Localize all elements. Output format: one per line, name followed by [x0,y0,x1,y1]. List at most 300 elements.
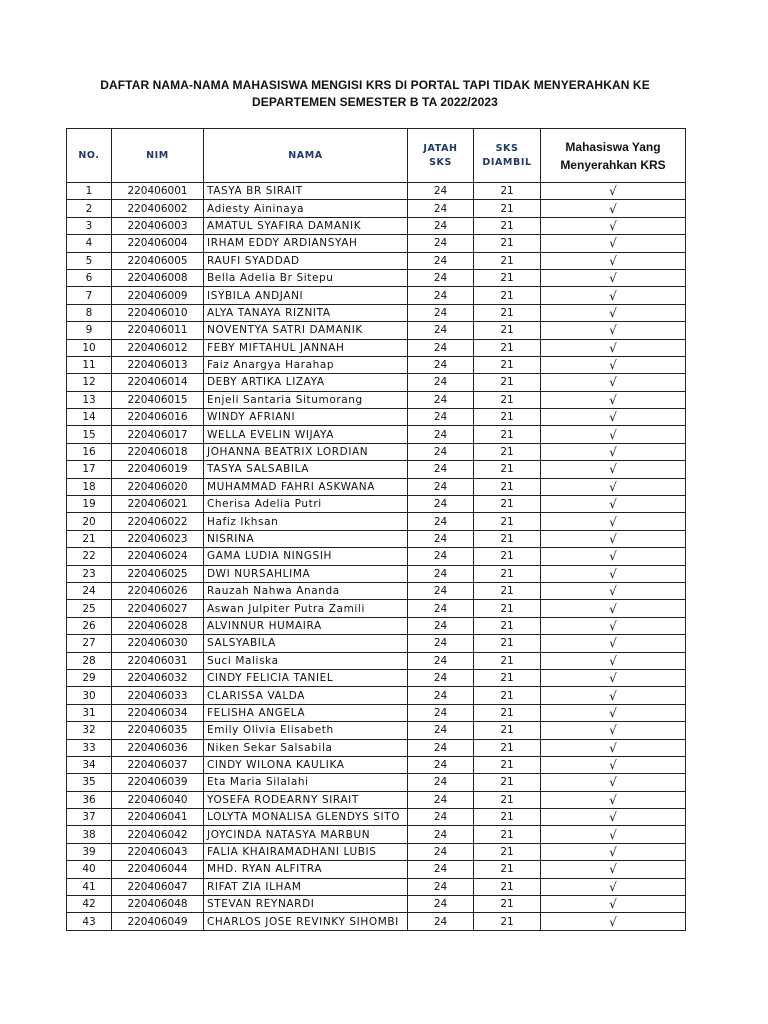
cell-jatah-sks: 24 [408,565,474,582]
cell-sks-diambil: 21 [474,183,541,200]
cell-jatah-sks: 24 [408,617,474,634]
cell-sks-diambil: 21 [474,548,541,565]
cell-nama: Adiesty Aininaya [204,200,408,217]
cell-sks-diambil: 21 [474,809,541,826]
document-title [60,77,690,111]
check-mark: √ [541,356,686,373]
cell-nim: 220406036 [112,739,204,756]
cell-jatah-sks: 24 [408,200,474,217]
check-mark: √ [541,756,686,773]
cell-nim: 220406015 [112,391,204,408]
cell-nama: GAMA LUDIA NINGSIH [204,548,408,565]
cell-no: 41 [67,878,112,895]
cell-no: 27 [67,635,112,652]
cell-no: 43 [67,913,112,930]
check-mark: √ [541,391,686,408]
cell-no: 36 [67,791,112,808]
check-mark: √ [541,878,686,895]
cell-sks-diambil: 21 [474,443,541,460]
header-no: NO. [67,129,112,183]
cell-sks-diambil: 21 [474,217,541,234]
cell-nama: JOYCINDA NATASYA MARBUN [204,826,408,843]
table-row [67,409,686,426]
cell-nim: 220406005 [112,252,204,269]
table-row [67,896,686,913]
cell-nim: 220406020 [112,478,204,495]
cell-nama: Aswan Julpiter Putra Zamili [204,600,408,617]
check-mark: √ [541,217,686,234]
cell-jatah-sks: 24 [408,687,474,704]
check-mark: √ [541,826,686,843]
cell-nama: Eta Maria Silalahi [204,774,408,791]
cell-nama: CINDY WILONA KAULIKA [204,756,408,773]
cell-nama: TASYA BR SIRAIT [204,183,408,200]
table-row [67,217,686,234]
cell-jatah-sks: 24 [408,409,474,426]
cell-jatah-sks: 24 [408,896,474,913]
cell-jatah-sks: 24 [408,356,474,373]
cell-jatah-sks: 24 [408,496,474,513]
header-jatah-line-1: JATAH [423,142,458,154]
cell-jatah-sks: 24 [408,548,474,565]
cell-no: 7 [67,287,112,304]
cell-jatah-sks: 24 [408,635,474,652]
cell-no: 11 [67,356,112,373]
check-mark: √ [541,426,686,443]
student-table [66,128,686,931]
cell-nim: 220406041 [112,809,204,826]
check-mark: √ [541,791,686,808]
cell-nama: Emily Olivia Elisabeth [204,722,408,739]
cell-nim: 220406004 [112,235,204,252]
cell-jatah-sks: 24 [408,183,474,200]
cell-nama: NOVENTYA SATRI DAMANIK [204,322,408,339]
cell-nim: 220406022 [112,513,204,530]
cell-nama: LOLYTA MONALISA GLENDYS SITO [204,809,408,826]
cell-nim: 220406042 [112,826,204,843]
cell-sks-diambil: 21 [474,791,541,808]
cell-sks-diambil: 21 [474,600,541,617]
cell-no: 34 [67,756,112,773]
cell-jatah-sks: 24 [408,878,474,895]
check-mark: √ [541,652,686,669]
cell-sks-diambil: 21 [474,478,541,495]
cell-nama: Faiz Anargya Harahap [204,356,408,373]
cell-no: 21 [67,530,112,547]
check-mark: √ [541,843,686,860]
check-mark: √ [541,530,686,547]
table-row [67,443,686,460]
check-mark: √ [541,496,686,513]
cell-no: 39 [67,843,112,860]
check-mark: √ [541,617,686,634]
header-nama: NAMA [204,129,408,183]
check-mark: √ [541,896,686,913]
cell-nama: CINDY FELICIA TANIEL [204,669,408,686]
cell-sks-diambil: 21 [474,200,541,217]
header-diambil-line-1: SKS [495,142,519,154]
cell-nim: 220406031 [112,652,204,669]
check-mark: √ [541,269,686,286]
cell-nim: 220406039 [112,774,204,791]
cell-nim: 220406024 [112,548,204,565]
table-row [67,426,686,443]
cell-nim: 220406010 [112,304,204,321]
table-row [67,565,686,582]
cell-no: 33 [67,739,112,756]
check-mark: √ [541,339,686,356]
cell-jatah-sks: 24 [408,391,474,408]
table-row [67,391,686,408]
header-sks-diambil [474,129,541,183]
cell-nama: NISRINA [204,530,408,547]
cell-jatah-sks: 24 [408,235,474,252]
table-row [67,530,686,547]
check-mark: √ [541,687,686,704]
cell-nama: SALSYABILA [204,635,408,652]
cell-nama: FELISHA ANGELA [204,704,408,721]
cell-no: 32 [67,722,112,739]
cell-no: 1 [67,183,112,200]
table-row [67,739,686,756]
cell-nim: 220406044 [112,861,204,878]
cell-sks-diambil: 21 [474,461,541,478]
table-row [67,669,686,686]
cell-nama: CHARLOS JOSE REVINKY SIHOMBI [204,913,408,930]
table-row [67,513,686,530]
cell-jatah-sks: 24 [408,756,474,773]
cell-jatah-sks: 24 [408,722,474,739]
cell-nama: ALYA TANAYA RIZNITA [204,304,408,321]
cell-no: 20 [67,513,112,530]
table-row [67,496,686,513]
table-row [67,635,686,652]
header-jatah-sks [408,129,474,183]
cell-sks-diambil: 21 [474,513,541,530]
cell-nama: Niken Sekar Salsabila [204,739,408,756]
cell-jatah-sks: 24 [408,826,474,843]
check-mark: √ [541,635,686,652]
check-mark: √ [541,669,686,686]
cell-nama: FALIA KHAIRAMADHANI LUBIS [204,843,408,860]
cell-no: 26 [67,617,112,634]
cell-jatah-sks: 24 [408,478,474,495]
cell-nim: 220406043 [112,843,204,860]
check-mark: √ [541,461,686,478]
cell-no: 6 [67,269,112,286]
cell-jatah-sks: 24 [408,269,474,286]
header-status [541,129,686,183]
table-row [67,287,686,304]
cell-sks-diambil: 21 [474,496,541,513]
table-row [67,478,686,495]
cell-sks-diambil: 21 [474,704,541,721]
table-row [67,843,686,860]
cell-jatah-sks: 24 [408,861,474,878]
cell-nim: 220406035 [112,722,204,739]
cell-nama: FEBY MIFTAHUL JANNAH [204,339,408,356]
header-jatah-line-2: SKS [429,156,452,168]
cell-nim: 220406013 [112,356,204,373]
check-mark: √ [541,409,686,426]
cell-no: 42 [67,896,112,913]
cell-no: 28 [67,652,112,669]
cell-sks-diambil: 21 [474,304,541,321]
cell-sks-diambil: 21 [474,235,541,252]
table-row [67,304,686,321]
cell-nim: 220406040 [112,791,204,808]
cell-jatah-sks: 24 [408,652,474,669]
cell-sks-diambil: 21 [474,826,541,843]
cell-sks-diambil: 21 [474,878,541,895]
cell-no: 9 [67,322,112,339]
cell-no: 14 [67,409,112,426]
cell-sks-diambil: 21 [474,617,541,634]
table-row [67,722,686,739]
cell-jatah-sks: 24 [408,809,474,826]
cell-nama: ALVINNUR HUMAIRA [204,617,408,634]
cell-sks-diambil: 21 [474,774,541,791]
check-mark: √ [541,704,686,721]
cell-nim: 220406027 [112,600,204,617]
cell-no: 16 [67,443,112,460]
cell-nama: Bella Adelia Br Sitepu [204,269,408,286]
table-row [67,183,686,200]
title-line-1: DAFTAR NAMA-NAMA MAHASISWA MENGISI KRS DI PORTAL TAPI TIDAK MENYERAHKAN KE [100,78,650,92]
cell-nama: Cherisa Adelia Putri [204,496,408,513]
cell-sks-diambil: 21 [474,287,541,304]
cell-nama: Suci Maliska [204,652,408,669]
cell-nim: 220406049 [112,913,204,930]
check-mark: √ [541,478,686,495]
cell-no: 35 [67,774,112,791]
cell-no: 40 [67,861,112,878]
cell-nama: YOSEFA RODEARNY SIRAIT [204,791,408,808]
cell-nama: TASYA SALSABILA [204,461,408,478]
cell-no: 17 [67,461,112,478]
cell-nim: 220406001 [112,183,204,200]
cell-sks-diambil: 21 [474,687,541,704]
cell-nim: 220406011 [112,322,204,339]
cell-nim: 220406034 [112,704,204,721]
table-row [67,374,686,391]
table-row [67,252,686,269]
check-mark: √ [541,287,686,304]
cell-nim: 220406026 [112,582,204,599]
table-row [67,200,686,217]
cell-nim: 220406009 [112,287,204,304]
cell-nim: 220406047 [112,878,204,895]
cell-no: 19 [67,496,112,513]
cell-nama: MHD. RYAN ALFITRA [204,861,408,878]
check-mark: √ [541,861,686,878]
cell-jatah-sks: 24 [408,913,474,930]
table-row [67,704,686,721]
cell-jatah-sks: 24 [408,843,474,860]
cell-sks-diambil: 21 [474,652,541,669]
cell-jatah-sks: 24 [408,304,474,321]
table-row [67,461,686,478]
cell-jatah-sks: 24 [408,374,474,391]
cell-nim: 220406032 [112,669,204,686]
cell-nim: 220406028 [112,617,204,634]
table-row [67,756,686,773]
check-mark: √ [541,513,686,530]
cell-no: 38 [67,826,112,843]
table-row [67,322,686,339]
cell-nama: Rauzah Nahwa Ananda [204,582,408,599]
cell-nama: DEBY ARTIKA LIZAYA [204,374,408,391]
cell-no: 13 [67,391,112,408]
cell-jatah-sks: 24 [408,600,474,617]
cell-jatah-sks: 24 [408,287,474,304]
cell-nim: 220406014 [112,374,204,391]
cell-nim: 220406019 [112,461,204,478]
cell-jatah-sks: 24 [408,322,474,339]
check-mark: √ [541,443,686,460]
check-mark: √ [541,774,686,791]
title-line-2: DEPARTEMEN SEMESTER B TA 2022/2023 [252,95,498,109]
cell-sks-diambil: 21 [474,565,541,582]
table-row [67,687,686,704]
check-mark: √ [541,809,686,826]
cell-no: 30 [67,687,112,704]
table-row [67,774,686,791]
cell-nama: WELLA EVELIN WIJAYA [204,426,408,443]
table-row [67,913,686,930]
check-mark: √ [541,600,686,617]
check-mark: √ [541,252,686,269]
cell-sks-diambil: 21 [474,391,541,408]
table-row [67,339,686,356]
table-row [67,600,686,617]
cell-no: 37 [67,809,112,826]
cell-no: 2 [67,200,112,217]
cell-nama: JOHANNA BEATRIX LORDIAN [204,443,408,460]
cell-no: 29 [67,669,112,686]
cell-nim: 220406003 [112,217,204,234]
cell-nama: IRHAM EDDY ARDIANSYAH [204,235,408,252]
cell-sks-diambil: 21 [474,409,541,426]
cell-sks-diambil: 21 [474,722,541,739]
cell-nama: CLARISSA VALDA [204,687,408,704]
cell-jatah-sks: 24 [408,774,474,791]
cell-nama: Hafiz Ikhsan [204,513,408,530]
cell-nim: 220406033 [112,687,204,704]
cell-nim: 220406023 [112,530,204,547]
cell-no: 5 [67,252,112,269]
table-row [67,582,686,599]
table-row [67,861,686,878]
cell-no: 8 [67,304,112,321]
cell-no: 3 [67,217,112,234]
cell-nama: RAUFI SYADDAD [204,252,408,269]
table-row [67,548,686,565]
cell-sks-diambil: 21 [474,635,541,652]
cell-sks-diambil: 21 [474,374,541,391]
cell-sks-diambil: 21 [474,739,541,756]
table-row [67,826,686,843]
cell-no: 23 [67,565,112,582]
cell-sks-diambil: 21 [474,426,541,443]
cell-sks-diambil: 21 [474,356,541,373]
cell-nama: AMATUL SYAFIRA DAMANIK [204,217,408,234]
cell-nim: 220406030 [112,635,204,652]
header-status-line-2: Menyerahkan KRS [560,157,666,172]
cell-sks-diambil: 21 [474,861,541,878]
cell-nim: 220406008 [112,269,204,286]
table-body [67,183,686,931]
cell-nim: 220406037 [112,756,204,773]
cell-nama: WINDY AFRIANI [204,409,408,426]
cell-nim: 220406002 [112,200,204,217]
cell-no: 15 [67,426,112,443]
cell-nim: 220406048 [112,896,204,913]
table-row [67,791,686,808]
cell-jatah-sks: 24 [408,443,474,460]
cell-sks-diambil: 21 [474,252,541,269]
table-header-row [67,129,686,183]
cell-no: 12 [67,374,112,391]
check-mark: √ [541,322,686,339]
cell-nama: ISYBILA ANDJANI [204,287,408,304]
cell-jatah-sks: 24 [408,669,474,686]
cell-nim: 220406025 [112,565,204,582]
cell-jatah-sks: 24 [408,217,474,234]
cell-jatah-sks: 24 [408,791,474,808]
cell-nama: MUHAMMAD FAHRI ASKWANA [204,478,408,495]
check-mark: √ [541,722,686,739]
cell-nim: 220406016 [112,409,204,426]
cell-nim: 220406021 [112,496,204,513]
cell-nama: DWI NURSAHLIMA [204,565,408,582]
check-mark: √ [541,183,686,200]
cell-jatah-sks: 24 [408,513,474,530]
cell-no: 22 [67,548,112,565]
table-row [67,617,686,634]
header-status-line-1: Mahasiswa Yang [565,139,661,154]
table-row [67,235,686,252]
cell-jatah-sks: 24 [408,530,474,547]
cell-sks-diambil: 21 [474,322,541,339]
check-mark: √ [541,200,686,217]
cell-jatah-sks: 24 [408,739,474,756]
cell-sks-diambil: 21 [474,582,541,599]
cell-sks-diambil: 21 [474,896,541,913]
table-row [67,652,686,669]
check-mark: √ [541,582,686,599]
check-mark: √ [541,565,686,582]
table-row [67,809,686,826]
check-mark: √ [541,374,686,391]
cell-jatah-sks: 24 [408,461,474,478]
header-nim: NIM [112,129,204,183]
cell-jatah-sks: 24 [408,339,474,356]
check-mark: √ [541,235,686,252]
cell-sks-diambil: 21 [474,843,541,860]
check-mark: √ [541,913,686,930]
cell-jatah-sks: 24 [408,704,474,721]
cell-nama: RIFAT ZIA ILHAM [204,878,408,895]
cell-sks-diambil: 21 [474,530,541,547]
table-row [67,269,686,286]
cell-no: 4 [67,235,112,252]
header-diambil-line-2: DIAMBIL [482,156,532,168]
cell-no: 24 [67,582,112,599]
cell-jatah-sks: 24 [408,426,474,443]
cell-sks-diambil: 21 [474,669,541,686]
cell-no: 10 [67,339,112,356]
